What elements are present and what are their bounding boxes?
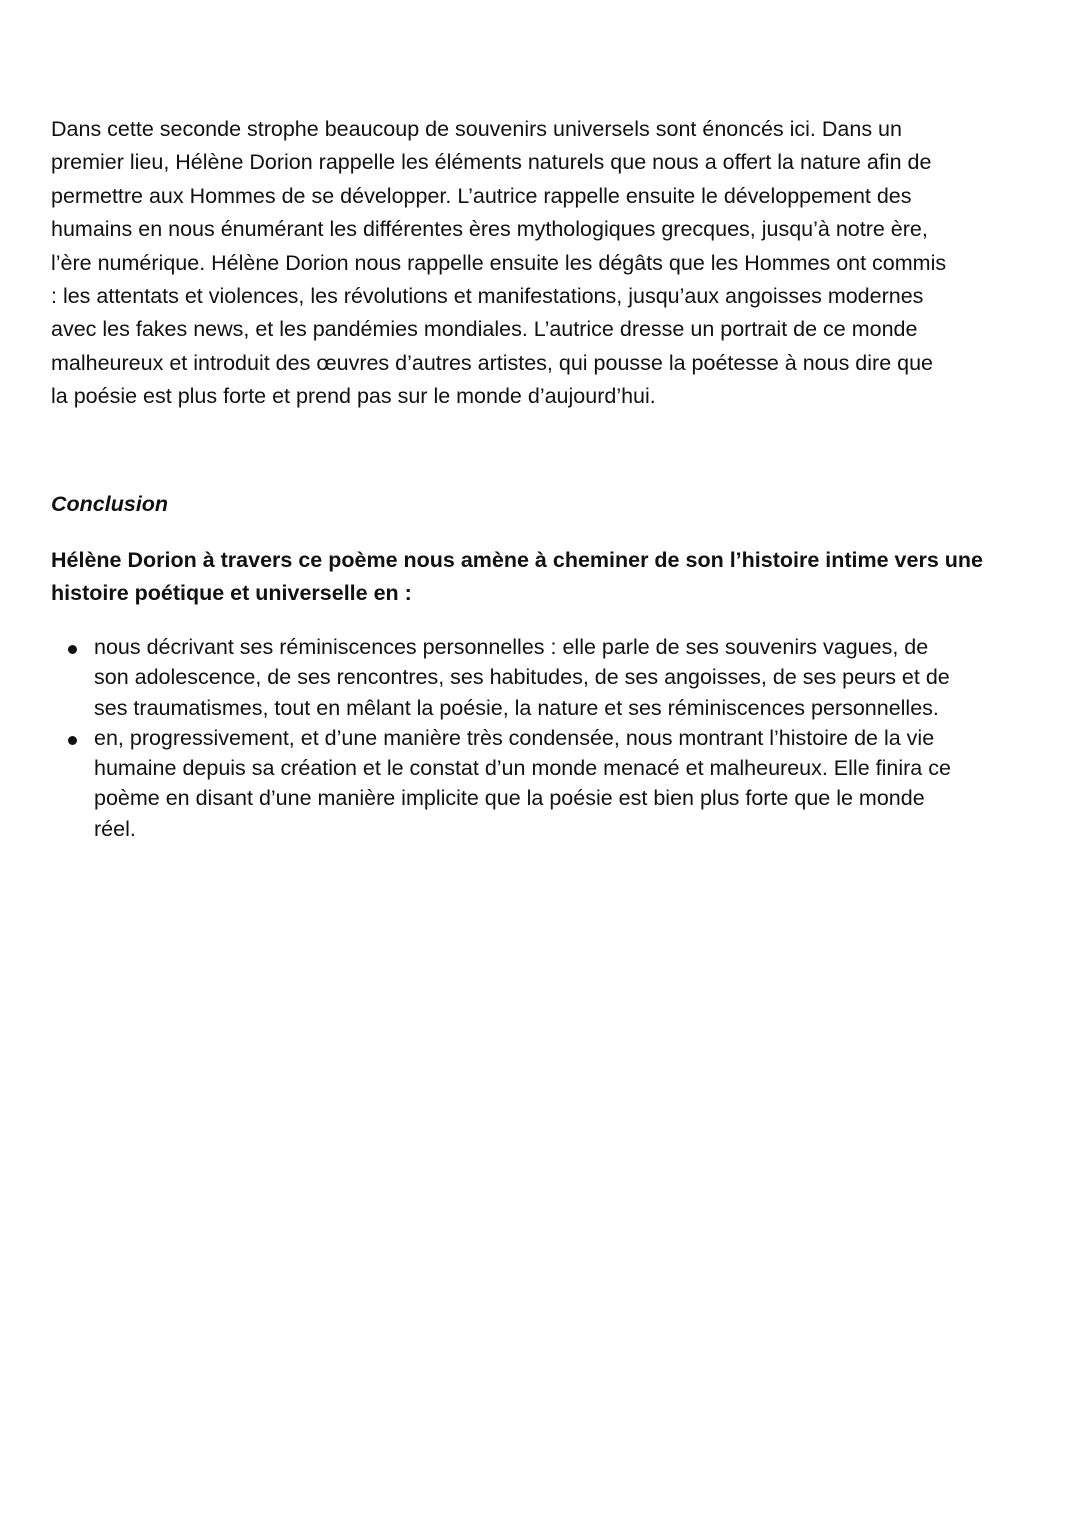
body-paragraph: Dans cette seconde strophe beaucoup de souvenirs universels sont énoncés ici. Dans un premier lieu, Hélène Dorion rappelle les éléments naturels que nous a offert la nature afin de permettre aux Hommes de se développer. L’autrice rappelle ensuite le développement des humains en nous énumérant les différentes ères mythologiques grecques, jusqu’à notre ère, l’ère numérique. Hélène Dorion nous rappelle ensuite les dégâts que les Hommes ont commis : les attentats et violences, les révolutions et manifestations, jusqu’aux angoisses modernes avec les fakes news, et les pandémies mondiales. L’autrice dresse un portrait de ce monde malheureux et introduit des œuvres d’autres artistes, qui pousse la poétesse à nous dire que la poésie est plus forte et prend pas sur le monde d’aujourd’hui. bbox=[51, 117, 947, 409]
bullet-item bbox=[51, 632, 1041, 723]
conclusion-bullet-list bbox=[51, 632, 1041, 844]
bullet-text: nous décrivant ses réminiscences personnelles : elle parle de ses souvenirs vagues, de son adolescence, de ses rencontres, ses habitudes, de ses angoisses, de ses peurs et de ses traumatismes, tout en mêlant la poésie, la nature et ses réminiscences personnelles. bbox=[94, 635, 950, 720]
conclusion-lead: Hélène Dorion à travers ce poème nous amène à cheminer de son l’histoire intime vers une histoire poétique et universelle en : bbox=[51, 548, 983, 605]
bullet-dot-icon bbox=[68, 645, 77, 654]
bullet-text: en, progressivement, et d’une manière très condensée, nous montrant l’histoire de la vie humaine depuis sa création et le constat d’un monde menacé et malheureux. Elle finira ce poème en disant d’une manière implicite que la poésie est bien plus forte que le monde réel. bbox=[94, 725, 951, 841]
conclusion-heading: Conclusion bbox=[51, 492, 169, 516]
bullet-item bbox=[51, 723, 1041, 844]
bullet-dot-icon bbox=[68, 736, 77, 745]
